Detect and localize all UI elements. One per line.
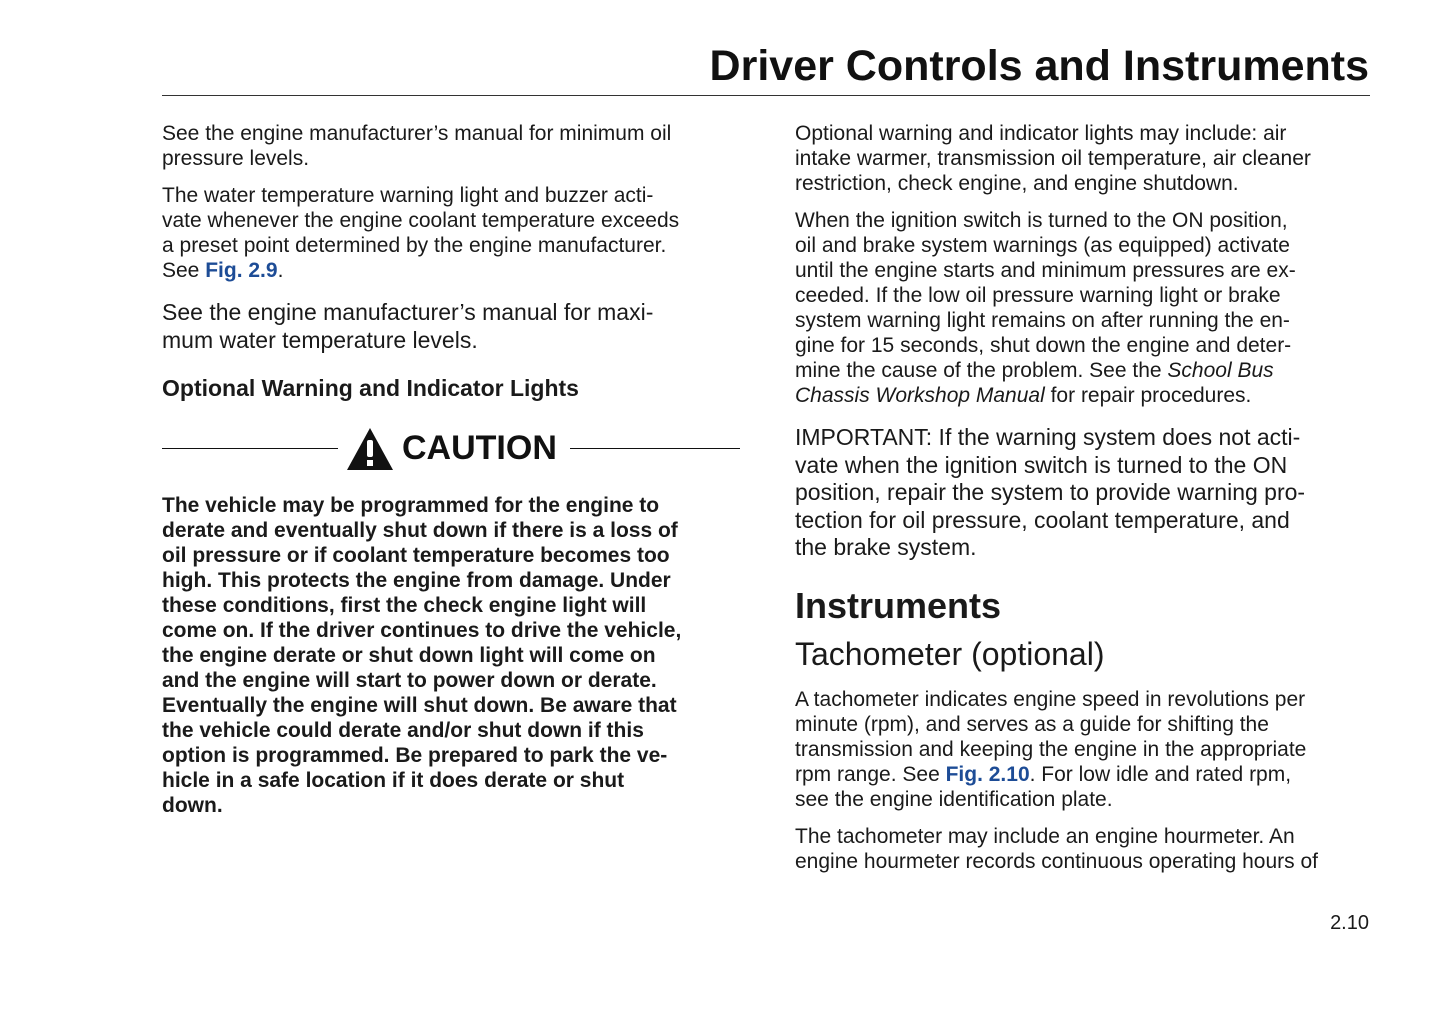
text-line: The vehicle may be programmed for the engine to	[162, 494, 660, 517]
text: See	[162, 259, 206, 282]
fig-2-10-link[interactable]: Fig. 2.10	[945, 763, 1030, 786]
header-divider	[162, 95, 1370, 96]
warning-triangle-icon	[346, 427, 394, 471]
text-line: down.	[162, 794, 223, 817]
text-line: engine hourmeter records continuous operating hours of	[795, 850, 1318, 873]
manual-title: School Bus	[1167, 359, 1274, 382]
text-line: See the engine manufacturer’s manual for maxi-	[162, 299, 654, 325]
text: for repair procedures.	[1044, 384, 1252, 407]
page-number: 2.10	[1330, 912, 1369, 934]
text-line: derate and eventually shut down if there is a loss of	[162, 519, 678, 542]
text-line: option is programmed. Be prepared to park the ve-	[162, 744, 668, 767]
text-line: The water temperature warning light and buzzer acti-	[162, 184, 654, 207]
fig-2-9-link[interactable]: Fig. 2.9	[205, 259, 278, 282]
text: . For low idle and rated rpm,	[1029, 763, 1292, 786]
paragraph-lines	[795, 687, 1306, 762]
divider	[162, 448, 338, 449]
caution-label: CAUTION	[402, 429, 557, 467]
paragraph	[795, 208, 1296, 408]
subsection-heading: Tachometer (optional)	[795, 636, 1105, 672]
text-line: vate when the ignition switch is turned to the ON	[795, 451, 1288, 478]
paragraph	[162, 298, 653, 354]
text-line: high. This protects the engine from damage. Under	[162, 569, 671, 592]
text-line: A tachometer indicates engine speed in revolutions per	[795, 688, 1306, 711]
page-title: Driver Controls and Instruments	[709, 42, 1369, 90]
text: mine the cause of the problem. See the	[795, 359, 1168, 382]
text-line: ceeded. If the low oil pressure warning light or brake	[795, 284, 1281, 307]
paragraph	[795, 121, 1311, 196]
text-line: tection for oil pressure, coolant temperature, and	[795, 506, 1290, 533]
text-line: vate whenever the engine coolant temperature exceeds	[162, 209, 680, 232]
text-line: mum water temperature levels.	[162, 327, 478, 353]
paragraph	[162, 121, 671, 171]
paragraph-lines	[795, 208, 1296, 358]
caution-text	[162, 493, 681, 818]
text-line: Optional warning and indicator lights may include: air	[795, 122, 1287, 145]
text-line: oil pressure or if coolant temperature becomes too	[162, 544, 670, 567]
manual-title: Chassis Workshop Manual	[795, 384, 1045, 407]
caution-banner	[162, 424, 740, 472]
text-line: minute (rpm), and serves as a guide for shifting the	[795, 713, 1269, 736]
text-line: system warning light remains on after running the en-	[795, 309, 1290, 332]
text-line: hicle in a safe location if it does derate or shut	[162, 769, 625, 792]
paragraph	[795, 824, 1318, 874]
text-line	[162, 258, 679, 283]
text-line: When the ignition switch is turned to the ON position,	[795, 209, 1288, 232]
text-line: and the engine will start to power down or derate.	[162, 669, 657, 692]
text-line: See the engine manufacturer’s manual for minimum oil	[162, 122, 672, 145]
text-line: oil and brake system warnings (as equipped) activate	[795, 234, 1290, 257]
text-line: until the engine starts and minimum pressures are ex-	[795, 259, 1296, 282]
text-line: pressure levels.	[162, 147, 310, 170]
text-line: the vehicle could derate and/or shut down if this	[162, 719, 644, 742]
text-line: Eventually the engine will shut down. Be aware that	[162, 694, 677, 717]
text-line: a preset point determined by the engine manufacturer.	[162, 234, 667, 257]
text-line: transmission and keeping the engine in the appropriate	[795, 738, 1307, 761]
text-line: the brake system.	[795, 534, 977, 560]
text-line: come on. If the driver continues to drive the vehicle,	[162, 619, 682, 642]
text-line: the engine derate or shut down light will come on	[162, 644, 656, 667]
paragraph	[795, 687, 1306, 812]
text-line: restriction, check engine, and engine shutdown.	[795, 172, 1239, 195]
paragraph-lines	[162, 183, 679, 258]
text-line: gine for 15 seconds, shut down the engine and deter-	[795, 334, 1292, 357]
text: .	[277, 259, 284, 282]
text-line: intake warmer, transmission oil temperature, air cleaner	[795, 147, 1311, 170]
text-line: position, repair the system to provide warning pro-	[795, 479, 1306, 505]
text: rpm range. See	[795, 763, 946, 786]
text-line: The tachometer may include an engine hourmeter. An	[795, 825, 1295, 848]
text-line: IMPORTANT: If the warning system does not acti-	[795, 424, 1301, 450]
section-heading: Optional Warning and Indicator Lights	[162, 375, 579, 401]
text-line: these conditions, first the check engine light will	[162, 594, 647, 617]
text-line: see the engine identification plate.	[795, 788, 1113, 811]
paragraph	[162, 183, 679, 283]
important-note	[795, 424, 1305, 562]
section-heading: Instruments	[795, 585, 1002, 626]
text-line	[795, 762, 1306, 787]
divider	[570, 448, 740, 449]
text-line	[795, 358, 1296, 383]
text-line	[795, 383, 1296, 408]
